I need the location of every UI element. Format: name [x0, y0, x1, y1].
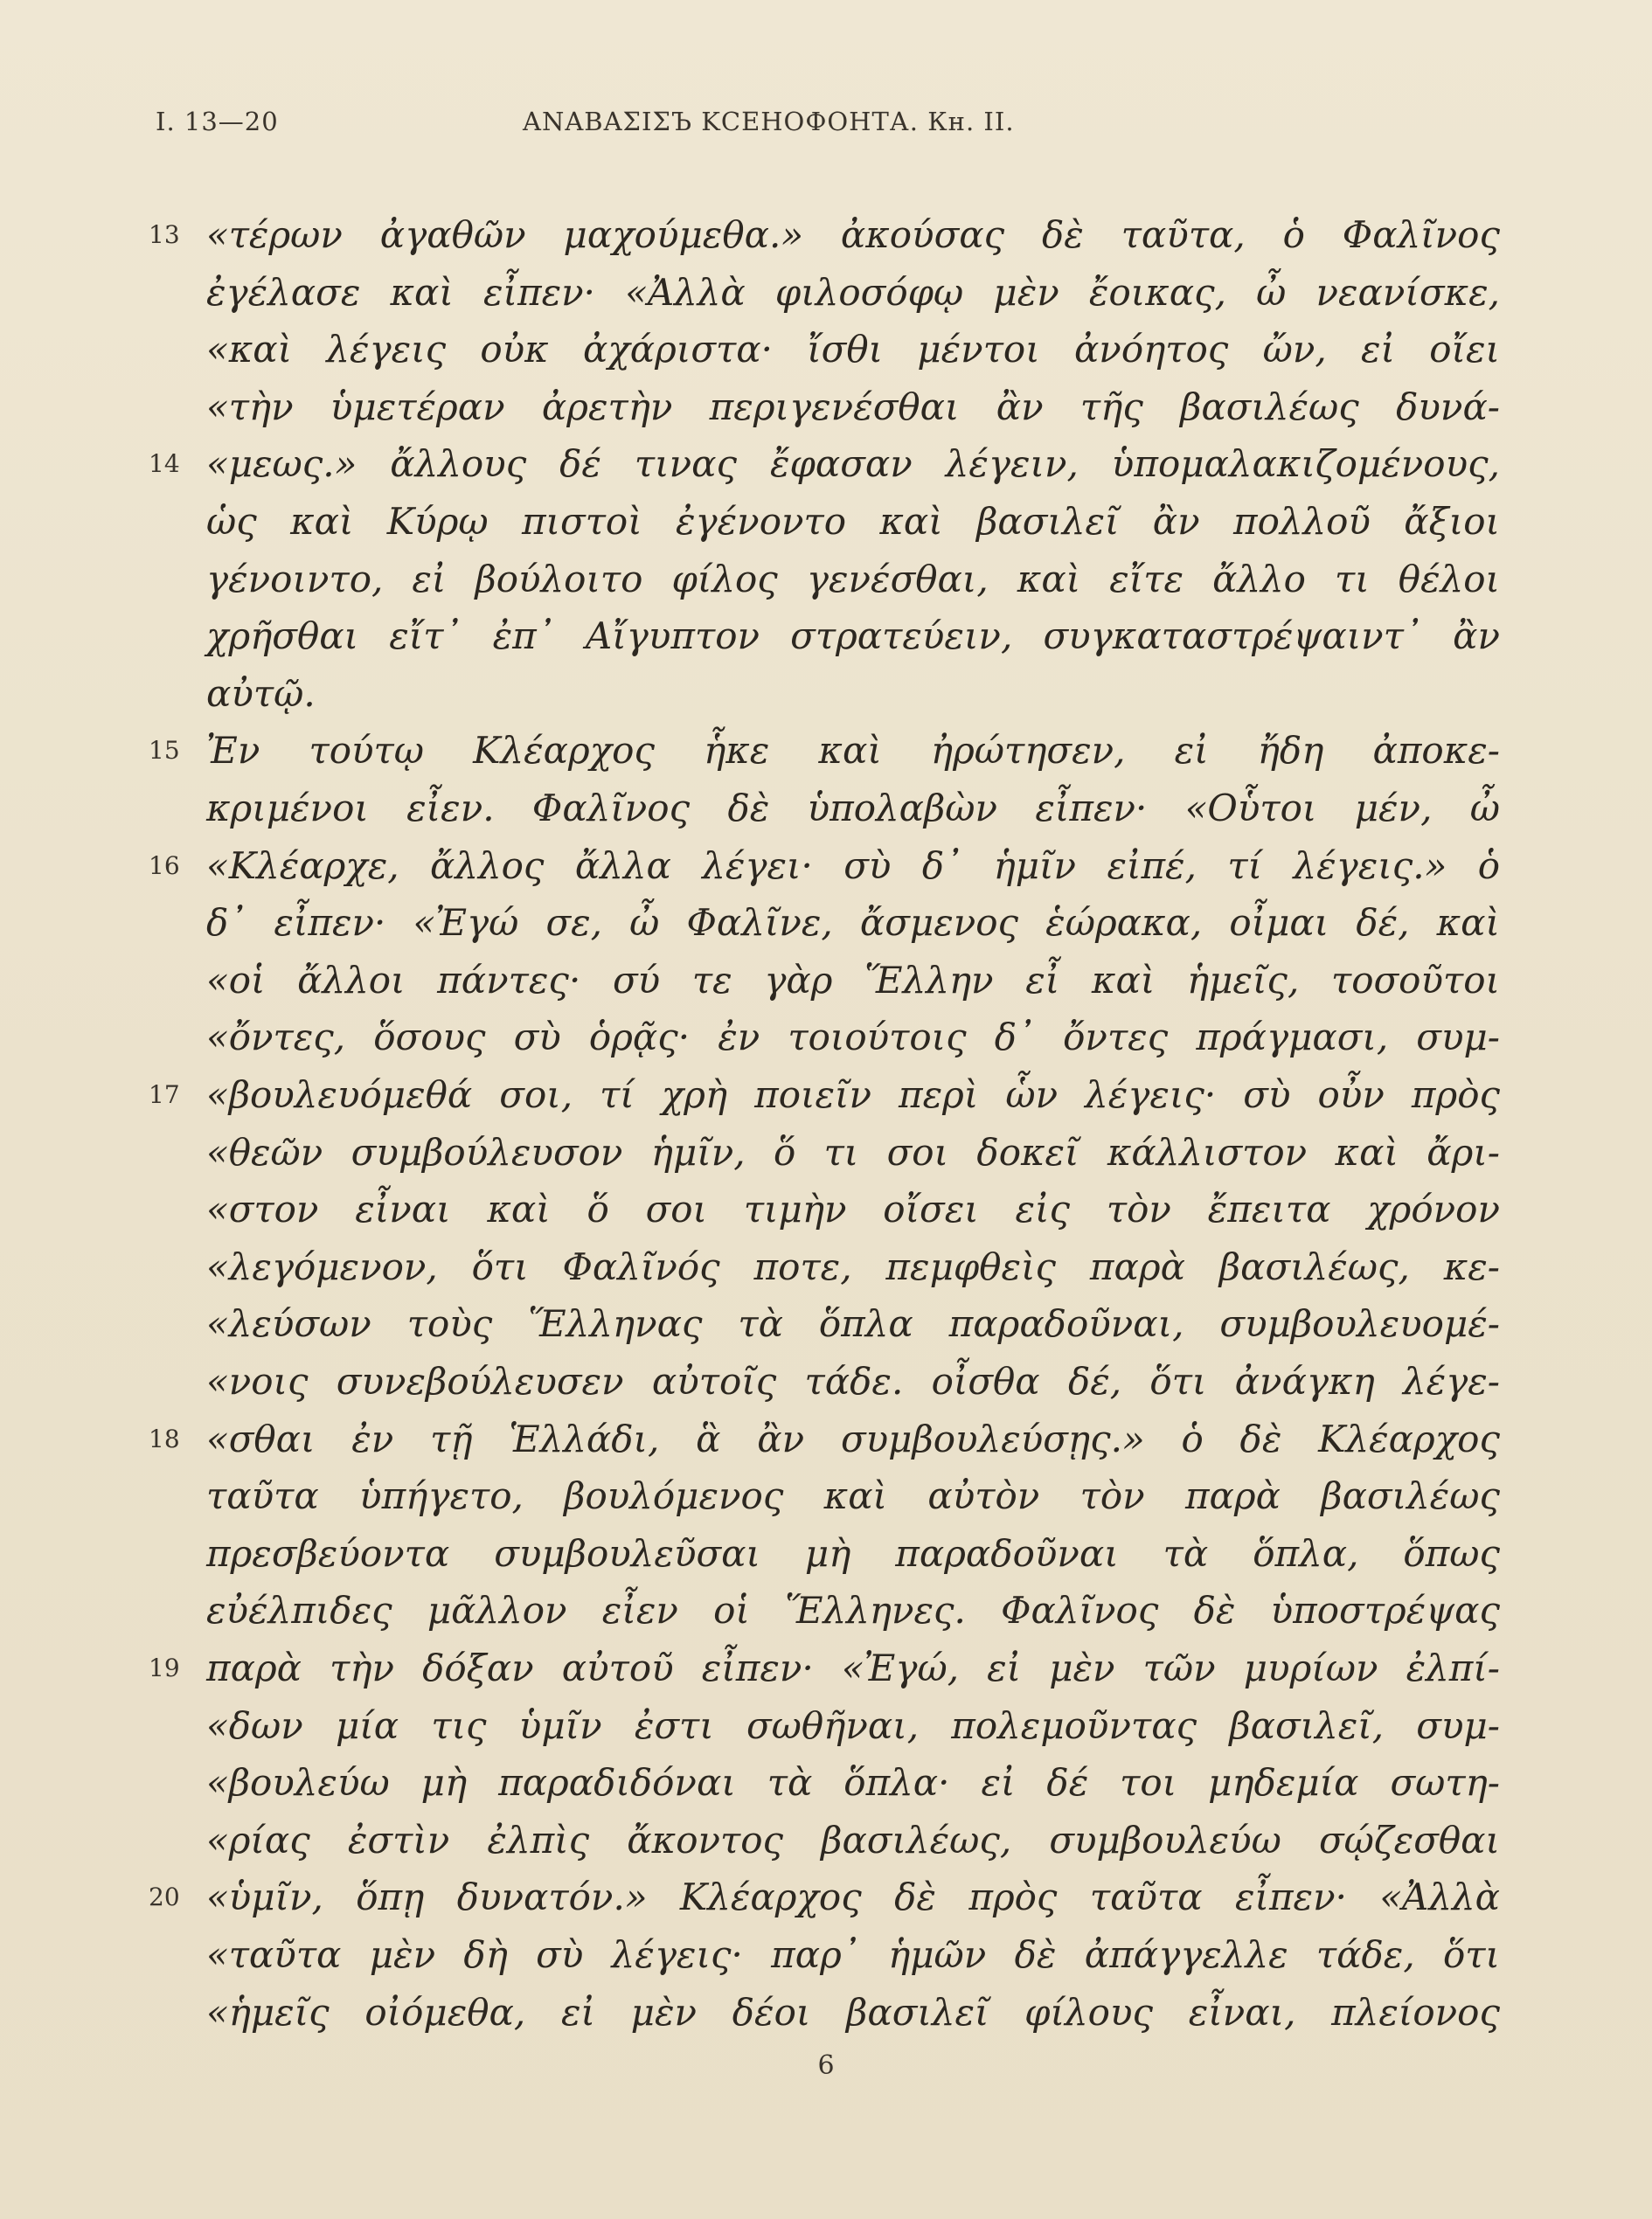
text-line: «ὄντες, ὅσους σὺ ὁρᾷς· ἐν τοιούτοις δ᾽ ὄντες πράγμασι, συμ- [206, 1016, 1500, 1058]
section-number: 19 [149, 1654, 180, 1682]
section-number: 15 [149, 736, 180, 765]
text-line: Ἐν τούτῳ Κλέαρχος ἧκε καὶ ἠρώτησεν, εἰ ἤδη ἀποκε- [206, 729, 1500, 772]
section-number [149, 665, 201, 723]
section-number [149, 1353, 201, 1411]
section-number [149, 1754, 201, 1812]
text-line: παρὰ τὴν δόξαν αὐτοῦ εἶπεν· «Ἐγώ, εἰ μὲν τῶν μυρίων ἐλπί- [206, 1647, 1500, 1689]
text-line: κριμένοι εἶεν. Φαλῖνος δὲ ὑπολαβὼν εἶπεν· «Οὗτοι μέν, ὦ [206, 787, 1500, 829]
section-number: 14 [149, 449, 180, 478]
section-number: 20 [149, 1883, 180, 1911]
section-number [149, 551, 201, 608]
text-line: ἐγέλασε καὶ εἶπεν· «Ἀλλὰ φιλοσόφῳ μὲν ἔοικας, ὦ νεανίσκε, [206, 271, 1500, 314]
section-number [149, 1124, 201, 1182]
section-number: 17 [149, 1080, 180, 1109]
text-line: «τέρων ἀγαθῶν μαχούμεθα.» ἀκούσας δὲ ταῦτα, ὁ Φαλῖνος [206, 213, 1500, 256]
section-number [149, 378, 201, 436]
text-line: «καὶ λέγεις οὐκ ἀχάριστα· ἴσθι μέντοι ἀνόητος ὤν, εἰ οἴει [206, 328, 1500, 371]
text-line: «σθαι ἐν τῇ Ἑλλάδι, ἃ ἂν συμβουλεύσῃς.» ὁ δὲ Κλέαρχος [206, 1418, 1500, 1460]
section-reference: I. 13—20 [156, 107, 279, 136]
text-line: γένοιντο, εἰ βούλοιτο φίλος γενέσθαι, καὶ εἴτε ἄλλο τι θέλοι [206, 558, 1500, 600]
section-number [149, 1926, 201, 1984]
text-line: «μεως.» ἄλλους δέ τινας ἔφασαν λέγειν, ὑπομαλακιζομένους, [206, 442, 1500, 485]
text-line: «βουλευόμεθά σοι, τί χρὴ ποιεῖν περὶ ὧν λέγεις· σὺ οὖν πρὸς [206, 1073, 1500, 1116]
text-line: «ὑμῖν, ὅπῃ δυνατόν.» Κλέαρχος δὲ πρὸς ταῦτα εἶπεν· «Ἀλλὰ [206, 1876, 1500, 1918]
section-number [149, 780, 201, 837]
text-line: δ᾽ εἶπεν· «Ἐγώ σε, ὦ Φαλῖνε, ἄσμενος ἑώρακα, οἶμαι δέ, καὶ [206, 901, 1500, 944]
section-number: 16 [149, 851, 180, 880]
text-line: ταῦτα ὑπήγετο, βουλόμενος καὶ αὐτὸν τὸν παρὰ βασιλέως [206, 1474, 1500, 1517]
text-line: ὡς καὶ Κύρῳ πιστοὶ ἐγένοντο καὶ βασιλεῖ ἂν πολλοῦ ἄξιοι [206, 500, 1500, 543]
text-line: «στον εἶναι καὶ ὅ σοι τιμὴν οἴσει εἰς τὸν ἔπειτα χρόνον [206, 1188, 1500, 1231]
section-number [149, 493, 201, 551]
text-line: χρῆσθαι εἴτ᾽ ἐπ᾽ Αἴγυπτον στρατεύειν, συγκαταστρέψαιντ᾽ ἂν [206, 614, 1500, 657]
section-number [149, 1238, 201, 1296]
text-line: «δων μία τις ὑμῖν ἐστι σωθῆναι, πολεμοῦντας βασιλεῖ, συμ- [206, 1704, 1500, 1747]
section-number [149, 894, 201, 952]
text-line: «τὴν ὑμετέραν ἀρετὴν περιγενέσθαι ἂν τῆς βασιλέως δυνά- [206, 385, 1500, 428]
section-number [149, 1525, 201, 1583]
text-line: «θεῶν συμβούλευσον ἡμῖν, ὅ τι σοι δοκεῖ κάλλιστον καὶ ἄρι- [206, 1131, 1500, 1174]
text-line: «Κλέαρχε, ἄλλος ἄλλα λέγει· σὺ δ᾽ ἡμῖν εἰπέ, τί λέγεις.» ὁ [206, 844, 1500, 887]
text-line: «βουλεύω μὴ παραδιδόναι τὰ ὅπλα· εἰ δέ τοι μηδεμία σωτη- [206, 1761, 1500, 1804]
text-line: «λεγόμενον, ὅτι Φαλῖνός ποτε, πεμφθεὶς παρὰ βασιλέως, κε- [206, 1245, 1500, 1288]
running-header [156, 107, 1174, 150]
section-number [149, 321, 201, 378]
text-line: εὐέλπιδες μᾶλλον εἶεν οἱ Ἕλληνες. Φαλῖνος δὲ ὑποστρέψας [206, 1589, 1500, 1632]
text-line: «οἱ ἄλλοι πάντες· σύ τε γὰρ Ἕλλην εἶ καὶ ἡμεῖς, τοσοῦτοι [206, 959, 1500, 1002]
text-line: αὐτῷ. [206, 672, 316, 715]
text-line: «ἡμεῖς οἰόμεθα, εἰ μὲν δέοι βασιλεῖ φίλους εἶναι, πλείονος [206, 1991, 1500, 2034]
section-number [149, 1009, 201, 1066]
page-number: 6 [817, 2050, 835, 2081]
text-line: «λεύσων τοὺς Ἕλληνας τὰ ὅπλα παραδοῦναι, συμβουλευομέ- [206, 1302, 1500, 1345]
section-number: 13 [149, 220, 180, 249]
section-number [149, 1467, 201, 1525]
section-number [149, 1295, 201, 1353]
section-number [149, 607, 201, 665]
text-line: «ταῦτα μὲν δὴ σὺ λέγεις· παρ᾽ ἡμῶν δὲ ἀπάγγελλε τάδε, ὅτι [206, 1933, 1500, 1976]
text-line: πρεσβεύοντα συμβουλεῦσαι μὴ παραδοῦναι τὰ ὅπλα, ὅπως [206, 1532, 1500, 1575]
section-number [149, 1697, 201, 1755]
section-number [149, 1582, 201, 1640]
section-number [149, 1812, 201, 1869]
section-number [149, 264, 201, 322]
section-number [149, 1984, 201, 2042]
section-number [149, 952, 201, 1009]
running-title: ΑΝΑΒΑΣΙΣЪ ΚСЕНОФОНТА. Кн. II. [523, 107, 1015, 136]
section-number [149, 1181, 201, 1238]
text-line: «ρίας ἐστὶν ἐλπὶς ἄκοντος βασιλέως, συμβουλεύω σῴζεσθαι [206, 1819, 1500, 1862]
text-line: «νοις συνεβούλευσεν αὐτοῖς τάδε. οἶσθα δέ, ὅτι ἀνάγκη λέγε- [206, 1360, 1500, 1403]
section-number: 18 [149, 1425, 180, 1453]
